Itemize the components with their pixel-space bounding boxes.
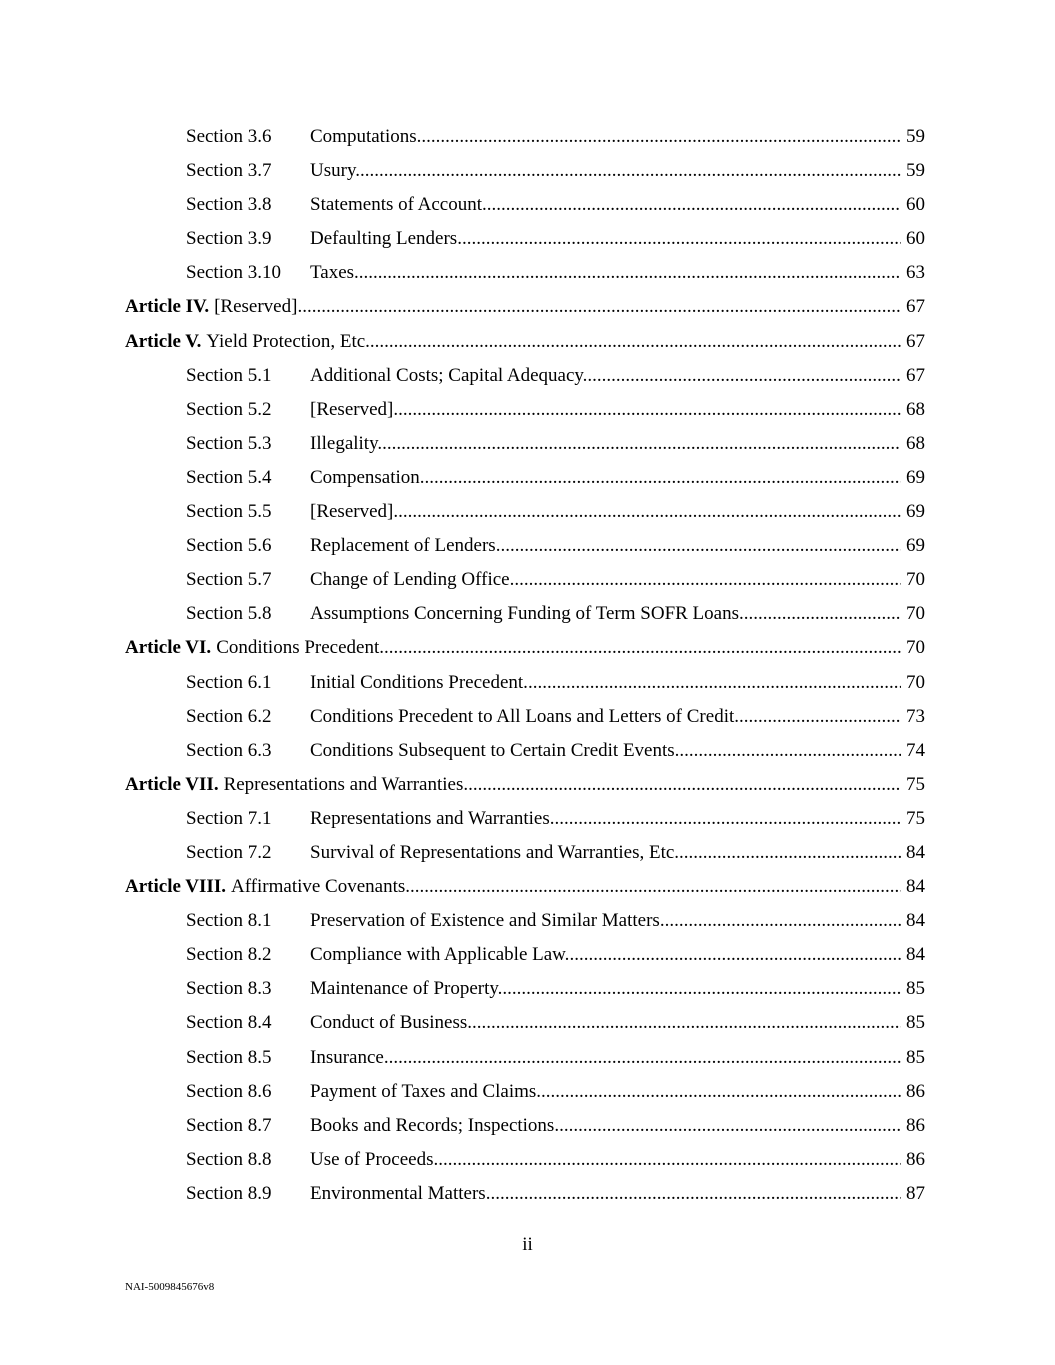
dot-leader (398, 501, 901, 523)
section-number: Section 8.2 (186, 944, 272, 966)
dot-leader (559, 1115, 901, 1137)
toc-entry-line (186, 978, 925, 1002)
toc-section-entry (0, 1041, 1055, 1075)
toc-entry-line (186, 569, 925, 593)
section-number: Section 8.8 (186, 1148, 272, 1170)
toc-section-entry (0, 597, 1055, 631)
section-title: Defaulting Lenders. (310, 228, 462, 250)
page-reference: 70 (906, 603, 925, 625)
article-label: Article VIII. (125, 876, 226, 898)
page-reference: 69 (906, 501, 925, 523)
section-number: Section 7.2 (186, 841, 272, 863)
dot-leader (360, 160, 901, 182)
dot-leader (739, 706, 901, 728)
toc-section-entry (0, 1177, 1055, 1211)
toc-entry-line (186, 808, 925, 832)
article-title: Affirmative Covenants (230, 876, 406, 898)
toc-section-entry (0, 120, 1055, 154)
page-reference: 84 (906, 876, 925, 898)
toc-article-entry (0, 870, 1055, 904)
dot-leader (398, 399, 901, 421)
article-title: Conditions Precedent (216, 637, 380, 659)
toc-entry-line (186, 433, 925, 457)
toc-entry-line (125, 296, 925, 320)
page-reference: 86 (906, 1080, 925, 1102)
toc-section-entry (0, 802, 1055, 836)
section-number: Section 8.5 (186, 1046, 272, 1068)
toc-entry-line (125, 637, 925, 661)
toc-entry-line (186, 194, 925, 218)
dot-leader (528, 672, 901, 694)
section-title: Environmental Matters. (310, 1182, 491, 1204)
dot-leader (297, 296, 901, 318)
section-title: Computations. (310, 126, 422, 147)
dot-leader (425, 467, 901, 489)
section-title: Usury. (310, 160, 360, 182)
toc-section-entry (0, 938, 1055, 972)
article-label: Article V. (125, 330, 202, 352)
page-reference: 85 (906, 1012, 925, 1034)
section-number: Section 5.8 (186, 603, 272, 625)
section-number: Section 6.1 (186, 671, 272, 693)
section-number: Section 5.4 (186, 466, 272, 488)
section-number: Section 3.6 (186, 126, 272, 147)
article-title: Representations and Warranties (223, 773, 464, 795)
section-number: Section 3.10 (186, 262, 281, 284)
dot-leader (359, 262, 901, 284)
page-reference: 87 (906, 1182, 925, 1204)
page-reference: 68 (906, 398, 925, 420)
section-title: Maintenance of Property. (310, 978, 503, 1000)
page-reference: 70 (906, 671, 925, 693)
section-title: Representations and Warranties. (310, 807, 555, 829)
page-reference: 68 (906, 432, 925, 454)
dot-leader (587, 365, 901, 387)
toc-section-entry (0, 393, 1055, 427)
toc-entry-line (125, 331, 925, 355)
section-title: Insurance. (310, 1046, 389, 1068)
dot-leader (382, 433, 901, 455)
dot-leader (389, 1047, 901, 1069)
toc-article-entry (0, 631, 1055, 665)
article-label: Article VI. (125, 637, 212, 659)
section-number: Section 8.3 (186, 978, 272, 1000)
section-number: Section 5.7 (186, 569, 272, 591)
toc-entry-line (186, 842, 925, 866)
toc-section-entry (0, 495, 1055, 529)
toc-section-entry (0, 427, 1055, 461)
toc-article-entry (0, 768, 1055, 802)
page-reference: 75 (906, 773, 925, 795)
page-reference: 85 (906, 1046, 925, 1068)
section-title: Books and Records; Inspections. (310, 1114, 560, 1136)
section-number: Section 8.6 (186, 1080, 272, 1102)
toc-section-entry (0, 1075, 1055, 1109)
section-number: Section 7.1 (186, 807, 272, 829)
dot-leader (462, 228, 901, 250)
dot-leader (679, 740, 901, 762)
page-reference: 73 (906, 705, 925, 727)
page-reference: 85 (906, 978, 925, 1000)
dot-leader (487, 194, 901, 216)
toc-section-entry (0, 529, 1055, 563)
toc-entry-line (186, 535, 925, 559)
section-number: Section 3.7 (186, 160, 272, 182)
toc-section-entry (0, 359, 1055, 393)
section-number: Section 8.9 (186, 1182, 272, 1204)
toc-section-entry (0, 256, 1055, 290)
section-title: [Reserved]. (310, 501, 399, 523)
section-number: Section 3.8 (186, 194, 272, 216)
dot-leader (490, 1183, 901, 1205)
page-reference: 84 (906, 944, 925, 966)
section-title: Compensation. (310, 466, 425, 488)
toc-entry-line (186, 1149, 925, 1173)
toc-section-entry (0, 1109, 1055, 1143)
article-label: Article IV. (125, 296, 210, 318)
page-reference: 67 (906, 330, 925, 352)
dot-leader (370, 331, 901, 353)
dot-leader (665, 910, 901, 932)
dot-leader (500, 535, 901, 557)
toc-section-entry (0, 188, 1055, 222)
toc-section-entry (0, 1143, 1055, 1177)
page-reference: 75 (906, 807, 925, 829)
toc-entry-line (186, 1047, 925, 1071)
dot-leader (744, 603, 901, 625)
toc-entry-line (186, 944, 925, 968)
section-title: Preservation of Existence and Similar Matters. (310, 910, 665, 932)
dot-leader (679, 842, 901, 864)
toc-entry-line (125, 774, 925, 798)
page-number: ii (522, 1234, 533, 1255)
article-title: Yield Protection, Etc. (206, 330, 370, 352)
toc-article-entry (0, 290, 1055, 324)
dot-leader (541, 1081, 901, 1103)
section-title: Replacement of Lenders. (310, 535, 501, 557)
toc-article-entry (0, 325, 1055, 359)
toc-entry-line (186, 262, 925, 286)
toc-entry-line (186, 365, 925, 389)
section-title: Survival of Representations and Warranties, Etc. (310, 841, 680, 863)
page-reference: 74 (906, 739, 925, 761)
section-title: Conditions Subsequent to Certain Credit Events. (310, 739, 680, 761)
section-title: Statements of Account. (310, 194, 487, 216)
toc-entry-line (186, 467, 925, 491)
toc-entry-line (125, 876, 925, 900)
section-title: Illegality. (310, 432, 383, 454)
section-number: Section 6.3 (186, 739, 272, 761)
section-title: Change of Lending Office. (310, 569, 515, 591)
page-reference: 69 (906, 535, 925, 557)
page-reference: 86 (906, 1148, 925, 1170)
page-reference: 84 (906, 910, 925, 932)
table-of-contents (0, 120, 1055, 1211)
toc-entry-line (186, 706, 925, 730)
toc-section-entry (0, 666, 1055, 700)
section-title: Initial Conditions Precedent. (310, 671, 528, 693)
toc-entry-line (186, 603, 925, 627)
toc-entry-line (186, 501, 925, 525)
article-label: Article VII. (125, 773, 219, 795)
toc-entry-line (186, 1081, 925, 1105)
section-title: Conditions Precedent to All Loans and Letters of Credit. (310, 705, 740, 727)
section-title: Conduct of Business. (310, 1012, 473, 1034)
page-reference: 84 (906, 841, 925, 863)
page-reference: 59 (906, 160, 925, 182)
dot-leader (569, 944, 901, 966)
section-title: Additional Costs; Capital Adequacy. (310, 364, 588, 386)
document-id: NAI-5009845676v8 (125, 1281, 215, 1293)
toc-section-entry (0, 734, 1055, 768)
page-reference: 60 (906, 228, 925, 250)
section-number: Section 5.3 (186, 432, 272, 454)
dot-leader (472, 1012, 901, 1034)
page-reference: 67 (906, 296, 925, 318)
page-reference: 63 (906, 262, 925, 284)
page-reference: 69 (906, 466, 925, 488)
section-number: Section 3.9 (186, 228, 272, 250)
toc-section-entry (0, 461, 1055, 495)
toc-section-entry (0, 563, 1055, 597)
page-reference: 70 (906, 569, 925, 591)
toc-section-entry (0, 972, 1055, 1006)
section-title: Taxes. (310, 262, 359, 284)
section-title: Payment of Taxes and Claims. (310, 1080, 542, 1102)
dot-leader (438, 1149, 901, 1171)
page-reference: 86 (906, 1114, 925, 1136)
dot-leader (421, 126, 901, 148)
section-number: Section 5.5 (186, 501, 272, 523)
dot-leader (502, 978, 901, 1000)
section-title: Assumptions Concerning Funding of Term SOFR Loans. (310, 603, 744, 625)
toc-entry-line (186, 740, 925, 764)
toc-section-entry (0, 904, 1055, 938)
section-number: Section 5.2 (186, 398, 272, 420)
toc-entry-line (186, 399, 925, 423)
section-number: Section 8.1 (186, 910, 272, 932)
section-number: Section 8.4 (186, 1012, 272, 1034)
dot-leader (514, 569, 901, 591)
toc-section-entry (0, 700, 1055, 734)
toc-section-entry (0, 836, 1055, 870)
section-number: Section 6.2 (186, 705, 272, 727)
toc-section-entry (0, 1006, 1055, 1040)
article-title: [Reserved] (214, 296, 298, 318)
dot-leader (379, 637, 901, 659)
toc-entry-line (186, 126, 925, 150)
section-number: Section 5.1 (186, 364, 272, 386)
page-reference: 59 (906, 126, 925, 147)
page-reference: 67 (906, 364, 925, 386)
toc-entry-line (186, 1183, 925, 1207)
toc-section-entry (0, 154, 1055, 188)
toc-entry-line (186, 228, 925, 252)
toc-entry-line (186, 1012, 925, 1036)
dot-leader (463, 774, 901, 796)
dot-leader (405, 876, 901, 898)
section-number: Section 8.7 (186, 1114, 272, 1136)
section-title: Use of Proceeds. (310, 1148, 439, 1170)
dot-leader (555, 808, 901, 830)
toc-entry-line (186, 910, 925, 934)
page-reference: 60 (906, 194, 925, 216)
toc-entry-line (186, 1115, 925, 1139)
toc-entry-line (186, 672, 925, 696)
section-title: [Reserved]. (310, 398, 399, 420)
section-number: Section 5.6 (186, 535, 272, 557)
section-title: Compliance with Applicable Law. (310, 944, 570, 966)
toc-entry-line (186, 160, 925, 184)
page-reference: 70 (906, 637, 925, 659)
toc-section-entry (0, 222, 1055, 256)
